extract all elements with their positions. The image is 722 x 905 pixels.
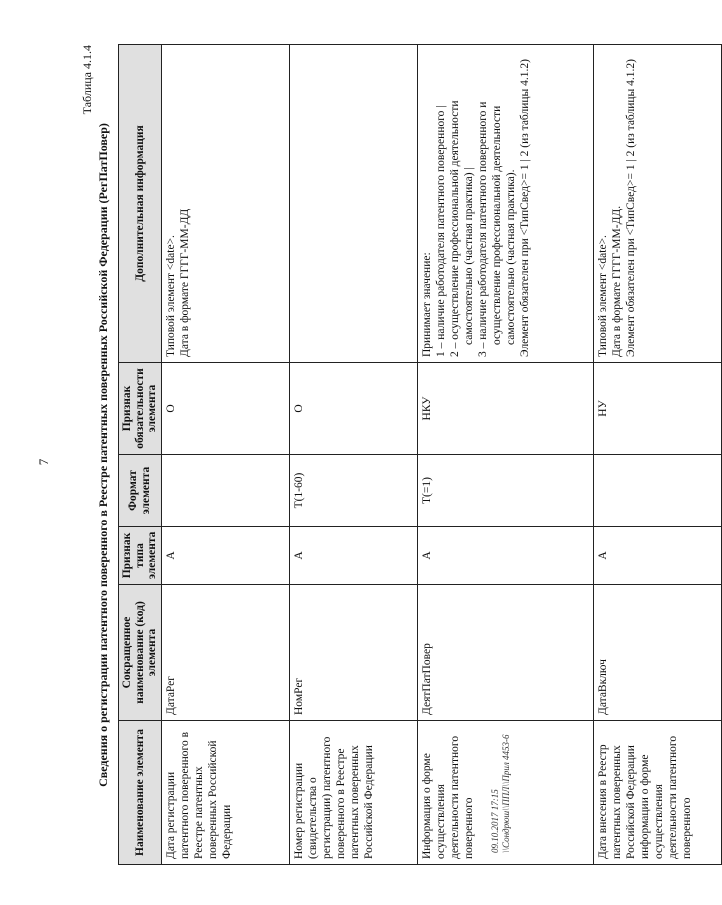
header-required: Признак обязательности элемента — [119, 363, 162, 455]
cell-format: T(1-60) — [289, 455, 417, 527]
cell-info — [289, 45, 417, 363]
cell-name: Информация о форме осуществления деятельности патентного поверенного — [417, 721, 593, 865]
table-row — [593, 45, 721, 865]
cell-name: Номер регистрации (свидетельства о регистрации) патентного поверенного в Реестре патентных поверенных Российской Федерации — [289, 721, 417, 865]
info-line: Типовой элемент <date>. — [164, 235, 177, 357]
cell-type: А — [161, 527, 289, 585]
cell-type: А — [417, 527, 593, 585]
cell-code: ДатаРег — [161, 585, 289, 721]
cell-code: ДатаВключ — [593, 585, 721, 721]
table-number: Таблица 4.1.4 — [80, 45, 94, 115]
header-name: Наименование элемента — [119, 721, 162, 865]
info-line: Принимает значение: — [420, 252, 433, 357]
cell-required: НУ — [593, 363, 721, 455]
cell-format: T(=1) — [417, 455, 593, 527]
footer-line: 09.10.2017 17:15 — [490, 789, 500, 853]
page-number: 7 — [36, 458, 51, 466]
table-row — [161, 45, 289, 865]
header-info: Дополнительная информация — [119, 45, 162, 363]
info-line: Дата в формате ГГГГ-ММ-ДД. — [610, 205, 623, 357]
cell-name: Дата регистрации патентного поверенного в Реестре патентных поверенных Российской Федерации — [161, 721, 289, 865]
info-line: Типовой элемент <date>. — [596, 235, 609, 357]
cell-name: Дата внесения в Реестр патентных поверенных Российской Федерации информации о форме осуществления деятельности патентного поверенного — [593, 721, 721, 865]
header-code: Сокращенное наименование (код) элемента — [119, 585, 162, 721]
cell-format — [593, 455, 721, 527]
table-row — [289, 45, 417, 865]
header-type: Признак типа элемента — [119, 527, 162, 585]
info-item: 3 – наличие работодателя патентного поверенного и осуществление профессиональной деятельности самостоятельно (частная практика). — [476, 101, 517, 357]
info-item: 2 – осуществление профессиональной деятельности самостоятельно (частная практика) | — [448, 100, 475, 357]
table-title: Сведения о регистрации патентного поверенного в Реестре патентных поверенных Российской Федерации (РегПатПовер) — [96, 123, 110, 787]
info-line: Элемент обязателен при <ТипСвед>= 1 | 2 (из таблицы 4.1.2) — [624, 59, 637, 357]
info-line: Дата в формате ГГГГ-ММ-ДД — [178, 208, 191, 357]
cell-info — [417, 45, 593, 363]
header-row — [119, 45, 162, 865]
cell-format — [161, 455, 289, 527]
info-line: Элемент обязателен при <ТипСвед>= 1 | 2 (из таблицы 4.1.2) — [518, 59, 531, 357]
data-table — [118, 44, 722, 865]
cell-type: А — [289, 527, 417, 585]
cell-info — [161, 45, 289, 363]
header-format: Формат элемента — [119, 455, 162, 527]
cell-required: НКУ — [417, 363, 593, 455]
cell-info — [593, 45, 721, 363]
cell-type: А — [593, 527, 721, 585]
cell-code: ДеятПатПовер — [417, 585, 593, 721]
footer-stamp — [490, 713, 512, 853]
cell-code: НомРег — [289, 585, 417, 721]
info-item: 1 – наличие работодателя патентного поверенного | — [434, 105, 447, 357]
cell-required: О — [161, 363, 289, 455]
footer-line: \\Сондрюш\\ППЛ\\Прил 4453-6 — [501, 734, 511, 853]
cell-required: О — [289, 363, 417, 455]
rotated-page-content — [80, 45, 693, 865]
